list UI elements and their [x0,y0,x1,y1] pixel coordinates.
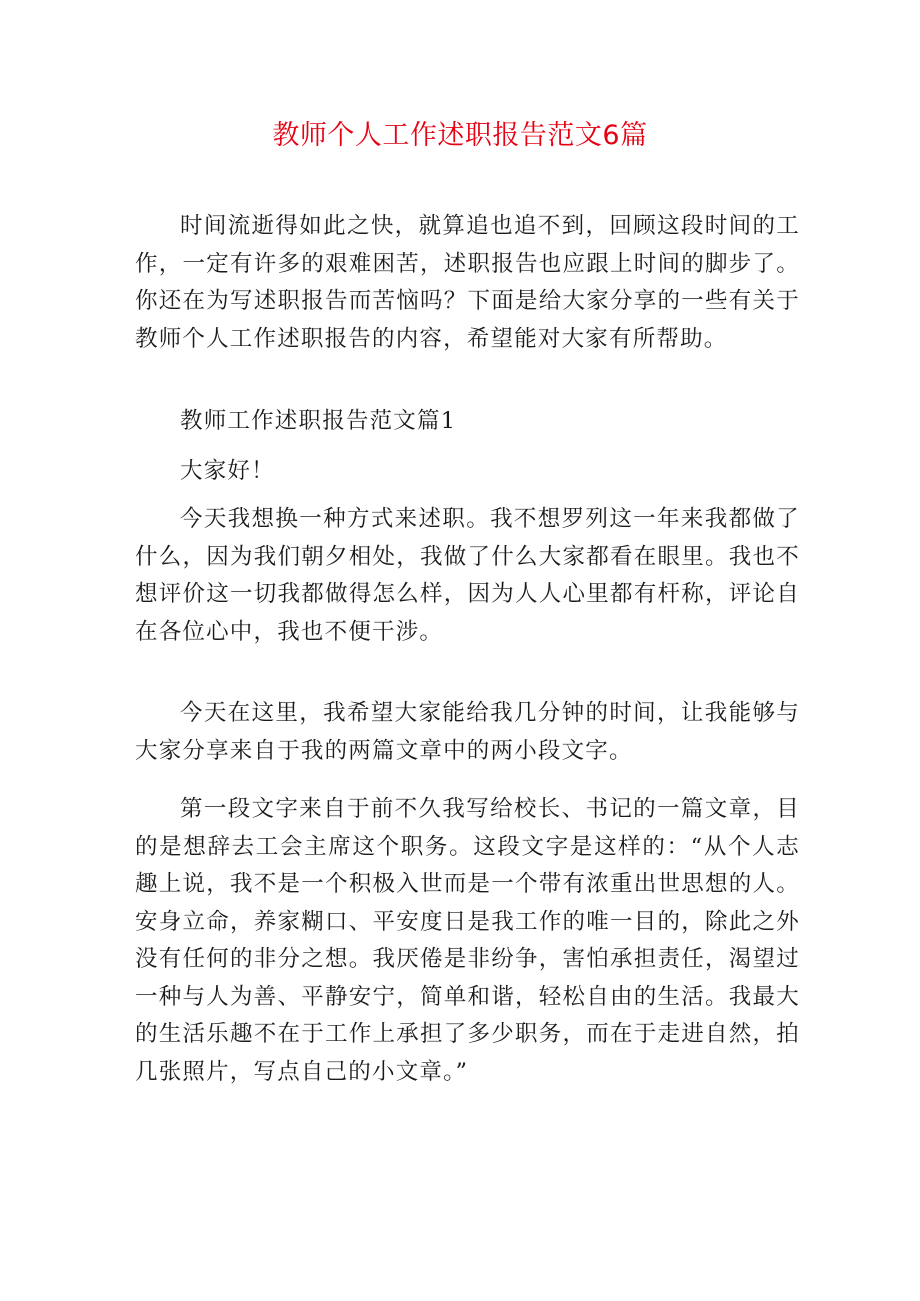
section-heading: 教师工作述职报告范文篇1 [180,408,457,434]
intro-block [135,208,800,358]
intro-paragraph: 时间流逝得如此之快，就算追也追不到，回顾这段时间的工作，一定有许多的艰难困苦，述职报告也应跟上时间的脚步了。你还在为写述职报告而苦恼吗？下面是给大家分享的一些有关于教师个人工作述职报告的内容，希望能对大家有所帮助。 [135,213,800,352]
paragraph-3-block [135,791,800,1091]
body-paragraph: 第一段文字来自于前不久我写给校长、书记的一篇文章，目的是想辞去工会主席这个职务。这段文字是这样的：“从个人志趣上说，我不是一个积极入世而是一个带有浓重出世思想的人。安身立命，养家糊口、平安度日是我工作的唯一目的，除此之外没有任何的非分之想。我厌倦是非纷争，害怕承担责任，渴望过一种与人为善、平静安宁，简单和谐，轻松自由的生活。我最大的生活乐趣不在于工作上承担了多少职务，而在于走进自然，拍几张照片，写点自己的小文章。” [135,796,800,1085]
document-title: 教师个人工作述职报告范文6篇 [272,120,648,151]
paragraph-1-block [135,501,800,651]
section-heading-block [135,403,800,441]
greeting-block [135,453,800,491]
greeting: 大家好！ [180,458,275,484]
body-paragraph: 今天在这里，我希望大家能给我几分钟的时间，让我能够与大家分享来自于我的两篇文章中的两小段文字。 [135,700,800,764]
paragraph-2-block [135,695,800,770]
body-paragraph: 今天我想换一种方式来述职。我不想罗列这一年来我都做了什么，因为我们朝夕相处，我做了什么大家都看在眼里。我也不想评价这一切我都做得怎么样，因为人人心里都有杆称，评论自在各位心中，我也不便干涉。 [135,506,800,645]
